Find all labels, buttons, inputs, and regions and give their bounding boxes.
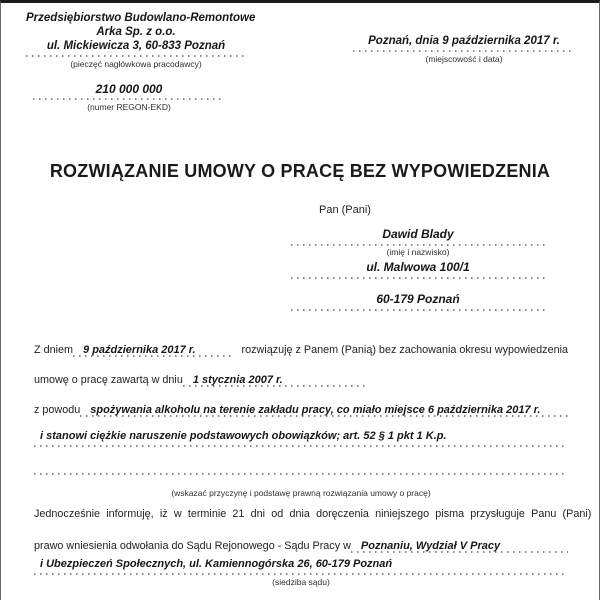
appeal-line2 [34,536,568,553]
recipient-salutation: Pan (Pani) [319,204,371,216]
recipient-name-caption: (imię i nazwisko) [386,247,450,257]
termination-line1 [34,340,568,357]
reason-value-line1: spożywania alkoholu na terenie zakładu pracy, co miało miejsce 6 października 2017 r. [90,404,541,416]
employer-name-line2: Arka Sp. z o.o. [96,26,176,38]
regon-block [33,82,225,112]
contract-date-field [183,374,368,387]
place-date-caption: (miejscowość i data) [425,54,503,64]
place-date-value: Poznań, dnia 9 października 2017 r. [353,34,575,52]
court-field-line1 [351,540,568,553]
appeal-paragraph [34,508,592,587]
reason-caption: (wskazać przyczynę i podstawę prawną rozwiązania umowy o pracę) [171,488,431,498]
reason-label: z powodu [34,404,81,416]
court-field-line2 [34,558,568,575]
termination-date-value: 9 października 2017 r. [83,344,196,356]
reason-field-empty-line [34,460,568,475]
recipient-city: 60-179 Poznań [291,292,545,311]
regon-value: 210 000 000 [33,82,225,100]
termination-lead-label: Z dniem [34,344,74,356]
court-caption: (siedziba sądu) [272,577,330,587]
contract-date-value: 1 stycznia 2007 r. [192,374,283,386]
termination-line3 [34,400,568,417]
employer-name-line1: Przedsiębiorstwo Budowlano-Remontowe [26,12,256,24]
court-label: prawo wniesienia odwołania do Sądu Rejonowego - Sądu Pracy w [34,540,351,552]
recipient-block [291,227,545,311]
employer-address: ul. Mickiewicza 3, 60-833 Poznań [26,39,246,57]
termination-line2 [34,370,568,387]
court-value-line2: i Ubezpieczeń Społecznych, ul. Kamiennogórska 26, 60-179 Poznań [40,558,393,570]
termination-date-field [73,344,234,357]
recipient-name: Dawid Blady [291,227,545,246]
reason-field-line2 [34,430,568,447]
place-date-block [353,34,575,64]
reason-field-line1 [80,404,568,417]
contract-date-label: umowę o pracę zawartą w dniu [34,374,183,386]
document-title: ROZWIĄZANIE UMOWY O PRACĘ BEZ WYPOWIEDZENIA [49,161,551,181]
recipient-street: ul. Malwowa 100/1 [291,260,545,279]
regon-caption: (numer REGON-EKD) [87,102,171,112]
termination-lead-rest: rozwiązuję z Panem (Panią) bez zachowania okresu wypowiedzenia [241,344,568,356]
reason-value-line2: i stanowi ciężkie naruszenie podstawowych obowiązków; art. 52 § 1 pkt 1 K.p. [40,430,447,442]
employer-stamp-block [26,11,256,69]
recipient-spacer [291,279,545,292]
appeal-line1: Jednocześnie informuję, iż w terminie 21 dni od dnia doręczenia niniejszego pisma przysługuje Panu (Pani) [34,508,592,520]
employer-stamp-caption: (pieczęć nagłówkowa pracodawcy) [70,59,202,69]
termination-paragraph [34,340,568,498]
court-value-line1: Poznaniu, Wydział V Pracy [360,540,501,552]
